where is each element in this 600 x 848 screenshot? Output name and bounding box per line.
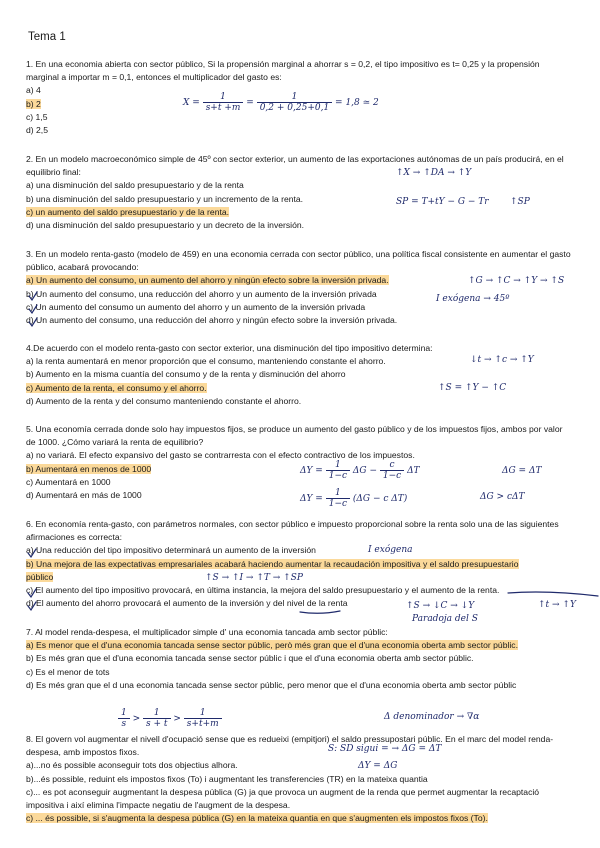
note-q5-eq1: ΔY = $\frac{1}{1-c}$ ΔG − $\frac{c}{1-c}$ ΔT — [300, 460, 420, 481]
option-c2-highlighted: c) ... és possible, si s'augmenta la despesa pública (G) en la mateixa quantia en que s'augmenten els impostos fixos (To). — [26, 813, 488, 824]
option-b-highlighted: b) Aumentará en menos de 1000 — [26, 463, 152, 474]
question-stem: 1. En una economia abierta con sector público, Si la propensión marginal a ahorrar s = 0,2, el tipo impositivo es t= 0,25 y la propensión marginal a importar m = 0,1, entonces el multiplicador del gasto es: — [26, 59, 540, 83]
note-q5-equal: ΔG = ΔT — [502, 466, 542, 476]
note-q3-exogena: I exógena → 45º — [436, 294, 510, 304]
note-q6-paradox: Paradoja del S — [412, 614, 478, 624]
note-q5-greater: ΔG > cΔT — [480, 492, 525, 502]
option-d: d) Aumento de la renta y del consumo manteniendo constante el ahorro. — [26, 395, 302, 406]
option-c-highlighted: c) Aumento de la renta, el consumo y el ahorro. — [26, 382, 207, 393]
option-c: c) 1,5 — [26, 111, 48, 122]
page-title: Tema 1 — [28, 31, 66, 43]
question-stem: 8. El govern vol augmentar el nivell d'ocupació sense que es redueixi (empitjori) el saldo pressupostari públic. En el marc del model renda-despesa, amb impostos fixos. — [26, 734, 554, 758]
option-c: c) El aumento del tipo impositivo provocará, en última instancia, la mejora del saldo presupuestario y el aumento de la renta. — [26, 585, 500, 596]
note-q3-chain: ↑G → ↑C → ↑Y → ↑S — [468, 276, 565, 286]
option-a-highlighted: a) Un aumento del consumo, un aumento del ahorro y ningún efecto sobre la inversión privada. — [26, 275, 389, 286]
option-a: a)...no és possible aconseguir tots dos objectius alhora. — [26, 760, 238, 771]
option-d: d) una disminución del saldo presupuestario y un decreto de la inversión. — [26, 220, 305, 231]
note-q6-tax: ↑t → ↑Y — [538, 600, 576, 610]
option-b: b) una disminución del saldo presupuestario y un incremento de la renta. — [26, 193, 304, 204]
option-c: c)... es pot aconseguir augmentant la despesa pública (G) ja que provoca un augment de la renda que permet augmentar la recaptació impositiva i així elimina l'impacte negatiu de l'augment de la despesa. — [26, 786, 540, 811]
question-stem: 7. Al model renda-despesa, el multiplicador simple d' una economia tancada amb sector públic: — [26, 627, 388, 637]
option-d: d) Un aumento del consumo, una reducción del ahorro y ningún efecto sobre la inversión privada. — [26, 315, 398, 326]
question-8 — [26, 733, 574, 825]
option-a-highlighted: a) Es menor que el d'una economia tancada sense sector públic, però més gran que el d'una economia oberta amb sector públic. — [26, 640, 518, 651]
question-stem: 6. En economía renta-gasto, con parámetros normales, con sector público e impuesto proporcional sobre la renta solo una de las siguientes afirmaciones es correcta: — [26, 519, 559, 543]
note-q8-dy: ΔY = ΔG — [358, 761, 398, 771]
question-7 — [26, 626, 574, 692]
note-q6-chain: ↑S → ↑I → ↑T → ↑SP — [205, 573, 303, 583]
option-a: a) la renta aumentará en menor proporción que el consumo, manteniendo constante el ahorro. — [26, 356, 386, 367]
note-q4-saving: ↑S = ↑Y − ↑C — [438, 383, 507, 393]
option-b-highlighted: b) 2 — [26, 98, 41, 109]
note-q5-eq2: ΔY = $\frac{1}{1-c}$ (ΔG − c ΔT) — [300, 488, 408, 509]
option-d: d) Es més gran que el d una economia tancada sense sector públic, pero menor que el d'una economia oberta amb sector públic — [26, 679, 517, 690]
option-b: b) Aumento en la misma cuantía del consumo y de la renta y disminución del ahorro — [26, 369, 346, 380]
option-c: c) Un aumento del consumo un aumento del ahorro y un aumento de la inversión privada — [26, 301, 366, 312]
note-q8-condition: S: SD sigui = → ΔG = ΔT — [328, 744, 442, 754]
option-c-highlighted: c) un aumento del saldo presupuestario y de la renta. — [26, 206, 230, 217]
note-q6-saving: ↑S → ↓C → ↓Y — [406, 601, 475, 611]
note-q2-sp-up: ↑SP — [510, 197, 530, 207]
option-b-highlighted: b) Una mejora de las expectativas empresariales acabará haciendo aumentar la recaudación impositiva y el saldo presupuestario público — [26, 558, 519, 582]
note-q6-exogena: I exógena — [368, 545, 413, 555]
question-2 — [26, 153, 574, 232]
question-stem: 3. En un modelo renta-gasto (modelo de 459) en una economia cerrada con sector público, una política fiscal consistente en aumentar el gasto público, acabará provocando: — [26, 249, 571, 273]
option-d: d) Aumentará en más de 1000 — [26, 490, 142, 501]
option-a: a) una disminución del saldo presupuestario y de la renta — [26, 180, 244, 191]
option-b: b) Es més gran que el d'una economia tancada sense sector públic i que el d'una economia oberta amb sector públic. — [26, 653, 474, 664]
q6-underline-d — [300, 611, 340, 613]
note-q2-chain: ↑X → ↑DA → ↑Y — [396, 168, 472, 178]
option-c: c) Es el menor de tots — [26, 666, 110, 677]
option-d: d) 2,5 — [26, 125, 48, 136]
note-q1-formula: X = $\frac{1}{s+t +m}$ = $\frac{1}{0,2 + 0,25+0,1}$ = 1,8 ≃ 2 — [183, 92, 379, 113]
option-d: d) El aumento del ahorro provocará el aumento de la inversión y del nivel de la renta — [26, 598, 348, 609]
note-q7-denominator: Δ denominador → ∇α — [384, 712, 480, 722]
question-stem: 5. Una economía cerrada donde solo hay impuestos fijos, se produce un aumento del gasto público y de los impuestos fijos, ambos por valor de 1000. ¿Cómo variará la renta de equilibrio? — [26, 424, 563, 448]
question-stem: 2. En un modelo macroeconómico simple de 45º con sector exterior, un aumento de las exportaciones autónomas de un país producirá, en el equilibrio final: — [26, 154, 564, 178]
option-a: a) 4 — [26, 85, 41, 96]
question-4 — [26, 342, 574, 408]
option-b: b)...és possible, reduint els impostos fixos (To) i augmentant les transferencies (TR) en la mateixa quantia — [26, 773, 428, 784]
option-c: c) Aumentará en 1000 — [26, 476, 111, 487]
note-q7-fractions: $\frac{1}{s}$ > $\frac{1}{s + t}$ > $\frac{1}{s+t+m}$ — [118, 708, 222, 729]
note-q2-sp: SP = T+tY − G − Tr — [396, 197, 489, 207]
question-3 — [26, 248, 574, 327]
option-b: b) Un aumento del consumo, una reducción del ahorro y un aumento de la inversión privada — [26, 288, 377, 299]
option-a: a) Una reducción del tipo impositivo determinará un aumento de la inversión — [26, 545, 316, 556]
question-stem: 4.De acuerdo con el modelo renta-gasto con sector exterior, una disminución del tipo impositivo determina: — [26, 343, 433, 353]
question-6 — [26, 518, 574, 610]
option-a: a) no variará. El efecto expansivo del gasto se contrarresta con el efecto contractivo de los impuestos. — [26, 450, 415, 461]
note-q4-chain: ↓t → ↑c → ↑Y — [470, 355, 534, 365]
